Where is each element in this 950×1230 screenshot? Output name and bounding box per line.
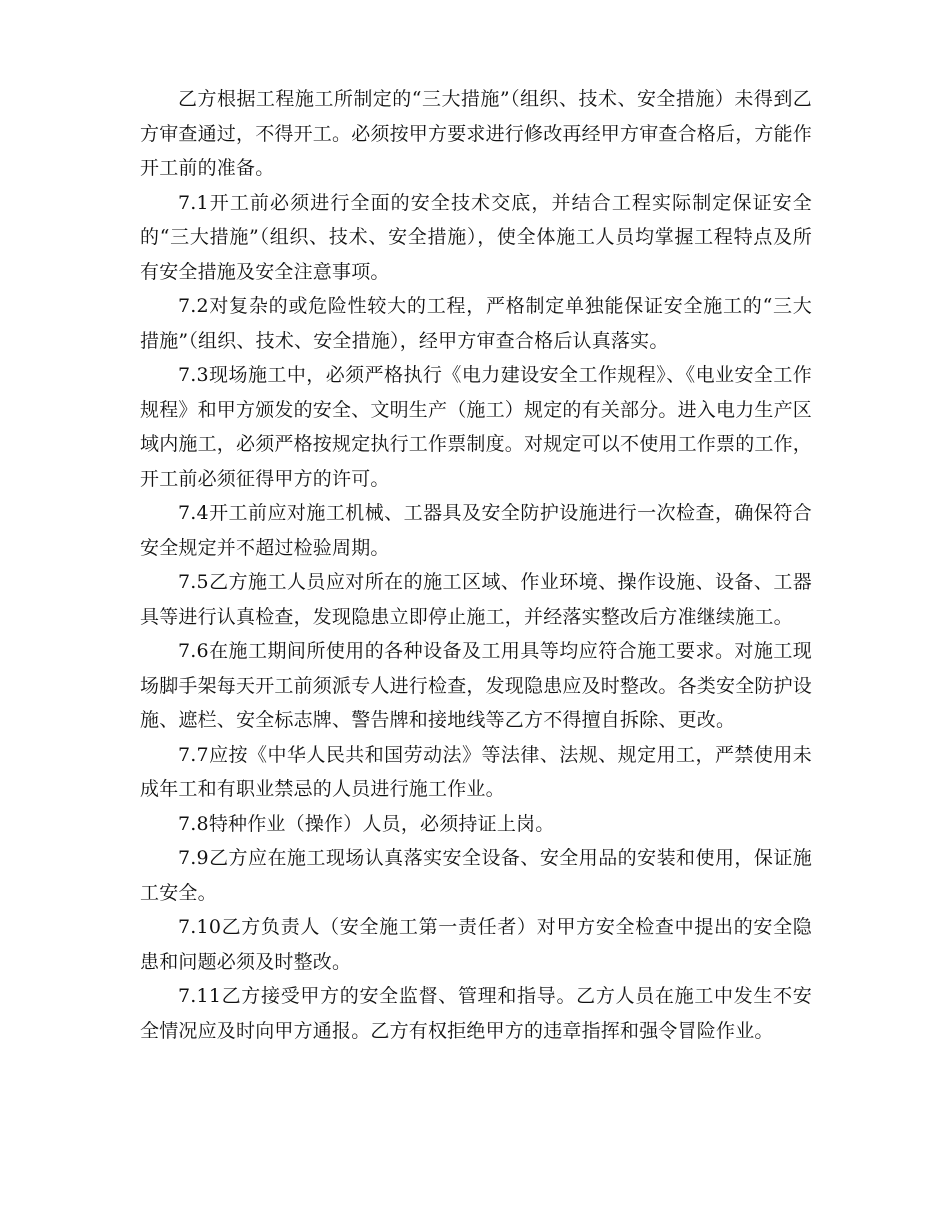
document-body	[140, 82, 812, 1048]
paragraph-7-7: 7.7应按《中华人民共和国劳动法》等法律、法规、规定用工，严禁使用未成年工和有职业禁忌的人员进行施工作业。	[140, 743, 812, 800]
paragraph-7-6: 7.6在施工期间所使用的各种设备及工用具等均应符合施工要求。对施工现场脚手架每天开工前须派专人进行检查，发现隐患应及时整改。各类安全防护设施、遮栏、安全标志牌、警告牌和接地线等乙方不得擅自拆除、更改。	[140, 640, 813, 731]
paragraph-7-4: 7.4开工前应对施工机械、工器具及安全防护设施进行一次检查，确保符合安全规定并不超过检验周期。	[140, 502, 812, 559]
paragraph-7-5: 7.5乙方施工人员应对所在的施工区域、作业环境、操作设施、设备、工器具等进行认真检查，发现隐患立即停止施工，并经落实整改后方准继续施工。	[140, 571, 812, 628]
paragraph-7-2: 7.2对复杂的或危险性较大的工程，严格制定单独能保证安全施工的“三大措施”（组织、技术、安全措施），经甲方审查合格后认真落实。	[140, 295, 812, 352]
paragraph-intro: 乙方根据工程施工所制定的“三大措施”（组织、技术、安全措施）未得到乙方审查通过，不得开工。必须按甲方要求进行修改再经甲方审查合格后，方能作开工前的准备。	[140, 88, 813, 179]
paragraph-7-9: 7.9乙方应在施工现场认真落实安全设备、安全用品的安装和使用，保证施工安全。	[140, 847, 812, 904]
paragraph-7-1: 7.1开工前必须进行全面的安全技术交底，并结合工程实际制定保证安全的“三大措施”（组织、技术、安全措施），使全体施工人员均掌握工程特点及所有安全措施及安全注意事项。	[140, 191, 812, 283]
paragraph-7-8: 7.8特种作业（操作）人员，必须持证上岗。	[178, 812, 555, 835]
paragraph-7-3: 7.3现场施工中，必须严格执行《电力建设安全工作规程》、《电业安全工作规程》和甲方颁发的安全、文明生产（施工）规定的有关部分。进入电力生产区域内施工，必须严格按规定执行工作票制度。对规定可以不使用工作票的工作，开工前必须征得甲方的许可。	[140, 364, 813, 490]
paragraph-7-10: 7.10乙方负责人（安全施工第一责任者）对甲方安全检查中提出的安全隐患和问题必须及时整改。	[140, 916, 812, 973]
paragraph-7-11: 7.11乙方接受甲方的安全监督、管理和指导。乙方人员在施工中发生不安全情况应及时向甲方通报。乙方有权拒绝甲方的违章指挥和强令冒险作业。	[140, 985, 812, 1042]
